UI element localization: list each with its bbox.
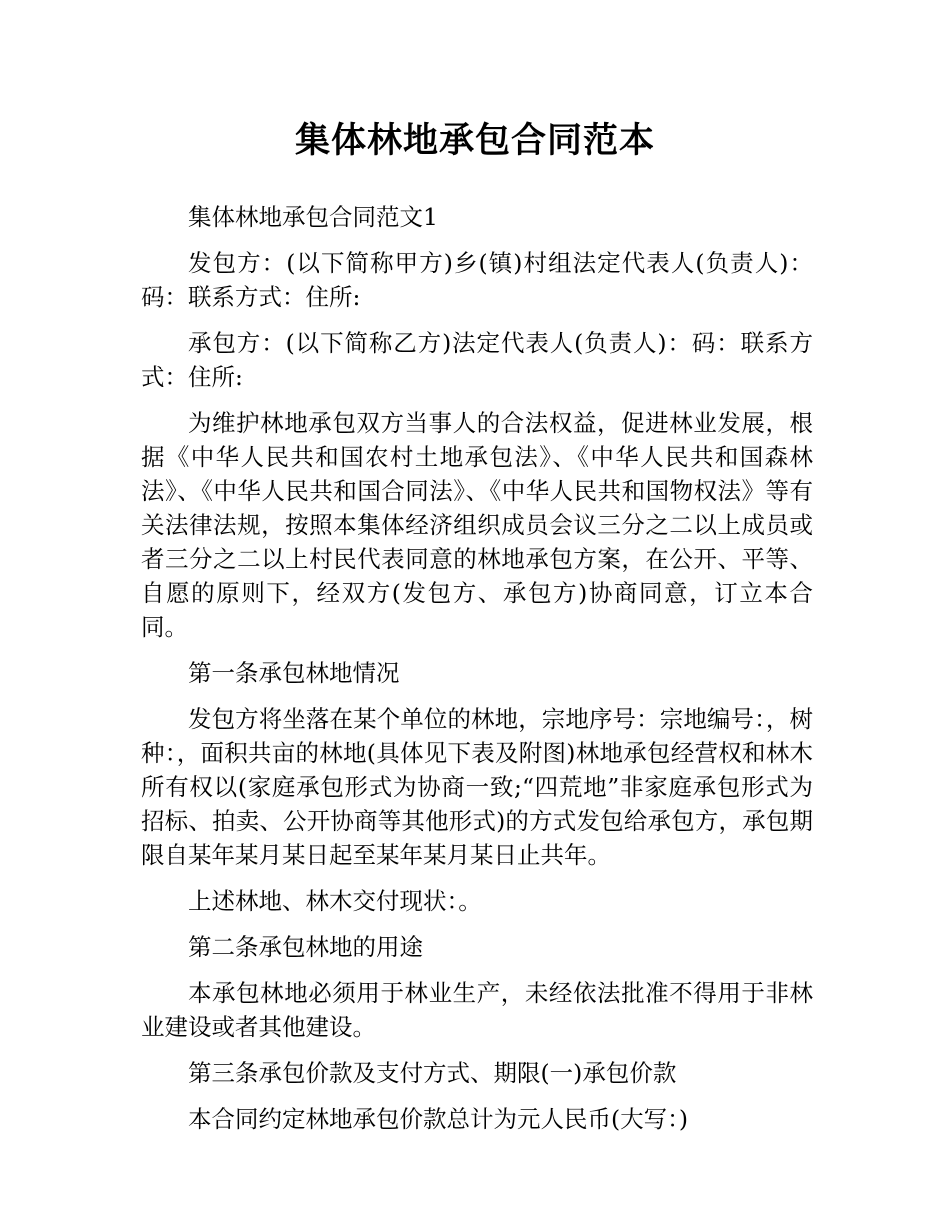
paragraph-preamble: 为维护林地承包双方当事人的合法权益，促进林业发展，根据《中华人民共和国农村土地承包法》、《中华人民共和国森林法》、《中华人民共和国合同法》、《中华人民共和国物权法》等有关法律法规，按照本集体经济组织成员会议三分之二以上成员或者三分之二以上村民代表同意的林地承包方案，在公开、平等、自愿的原则下，经双方(发包方、承包方)协商同意，订立本合同。 bbox=[141, 409, 813, 641]
paragraph-party-b: 承包方：(以下简称乙方)法定代表人(负责人)：码：联系方式：住所: bbox=[141, 329, 813, 391]
paragraph-price: 本合同约定林地承包价款总计为元人民币(大写：) bbox=[188, 1105, 689, 1133]
section-heading: 第二条承包林地的用途 bbox=[188, 933, 423, 961]
paragraph-land-status: 上述林地、林木交付现状：。 bbox=[188, 887, 482, 915]
paragraph-party-a: 发包方：(以下简称甲方)乡(镇)村组法定代表人(负责人)：码：联系方式：住所: bbox=[141, 249, 813, 311]
paragraph-heading: 集体林地承包合同范文1 bbox=[188, 203, 438, 231]
section-heading: 第三条承包价款及支付方式、期限(一)承包价款 bbox=[188, 1059, 677, 1087]
paragraph-land-details: 发包方将坐落在某个单位的林地，宗地序号：宗地编号：，树种：，面积共亩的林地(具体见下表及附图)林地承包经营权和林木所有权以(家庭承包形式为协商一致;“四荒地”非家庭承包形式为招标、拍卖、公开协商等其他形式)的方式发包给承包方，承包期限自某年某月某日起至某年某月某日止共年。 bbox=[141, 705, 813, 869]
document-title: 集体林地承包合同范本 bbox=[294, 121, 655, 161]
paragraph-land-use: 本承包林地必须用于林业生产，未经依法批准不得用于非林业建设或者其他建设。 bbox=[141, 979, 813, 1041]
section-heading: 第一条承包林地情况 bbox=[188, 659, 400, 687]
document-body bbox=[141, 200, 813, 1148]
